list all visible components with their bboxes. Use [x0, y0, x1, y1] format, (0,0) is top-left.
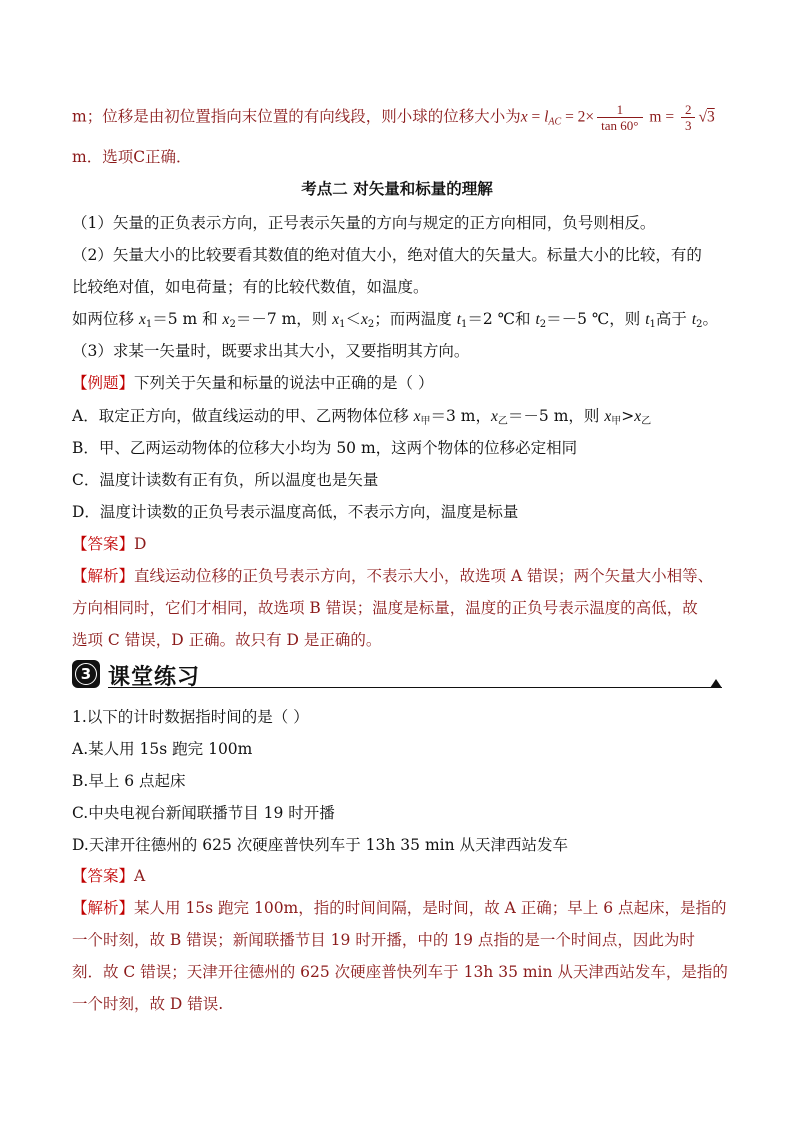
paragraph-2b: 比较绝对值，如电荷量；有的比较代数值，如温度。 [72, 278, 429, 296]
paragraph-1: （1）矢量的正负表示方向，正号表示矢量的方向与规定的正方向相同，负号则相反。 [72, 214, 656, 232]
example-analysis-3: 选项 C 错误，D 正确。故只有 D 是正确的。 [72, 631, 382, 649]
math-sub-ac: AC [548, 116, 562, 128]
solution-line-2: m．选项C正确． [72, 148, 192, 166]
paragraph-3: 如两位移 $x_1=5$ m 和 $x_2=-7$ m，则 $x_1<x_2$；而两温度 $t_1=2$ ℃和 $t_2=-5$ ℃，则 $t_1$高于 $t_2$。 [72, 310, 719, 330]
solution-text: m；位移是由初位置指向末位置的有向线段，则小球的位移大小为 [72, 107, 521, 126]
practice-option-a: A.某人用 15s 跑完 100m [72, 740, 253, 758]
example-analysis-1: 【解析】直线运动位移的正负号表示方向，不表示大小，故选项 A 错误；两个矢量大小相等、 [72, 567, 714, 585]
math-eq2: = 2× [561, 108, 595, 126]
answer-tag: 【答案】 [72, 535, 135, 553]
sqrt-value: 3 [706, 108, 715, 126]
practice-analysis-2: 一个时刻，故 B 错误；新闻联播节目 19 时开播，中的 19 点指的是一个时间点，因此为时 [72, 931, 695, 949]
paragraph-2a: （2）矢量大小的比较要看其数值的绝对值大小，绝对值大的矢量大。标量大小的比较，有的 [72, 246, 702, 264]
example-analysis-2: 方向相同时，它们才相同，故选项 B 错误；温度是标量，温度的正负号表示温度的高低，故 [72, 599, 698, 617]
section-number-badge: 3 [72, 660, 100, 688]
example-tag: 【例题】 [72, 374, 135, 392]
example-question: 【例题】下列关于矢量和标量的说法中正确的是（ ） [72, 374, 434, 392]
section-divider [108, 687, 722, 688]
triangle-marker-icon [710, 679, 722, 688]
example-option-c: C．温度计读数有正有负，所以温度也是矢量 [72, 471, 379, 489]
practice-option-c: C.中央电视台新闻联播节目 19 时开播 [72, 804, 335, 822]
practice-option-d: D.天津开往德州的 625 次硬座普快列车于 13h 35 min 从天津西站发车 [72, 836, 569, 854]
analysis-tag: 【解析】 [72, 567, 135, 585]
practice-analysis-4: 一个时刻，故 D 错误. [72, 995, 224, 1013]
section-header-practice [72, 658, 722, 692]
example-option-b: B．甲、乙两运动物体的位移大小均为 50 m，这两个物体的位移必定相同 [72, 439, 578, 457]
solution-line-1 [72, 102, 715, 133]
section-title-kaodian: 考点二 对矢量和标量的理解 [301, 179, 493, 198]
practice-analysis-3: 刻．故 C 错误；天津开往德州的 625 次硬座普快列车于 13h 35 min 从天津西站发车，是指的 [72, 963, 728, 981]
paragraph-4: （3）求某一矢量时，既要求出其大小，又要指明其方向。 [72, 342, 470, 360]
practice-analysis-1: 【解析】某人用 15s 跑完 100m，指的时间间隔，是时间，故 A 正确；早上 6 点起床，是指的 [72, 899, 727, 917]
fraction-2-over-3: $\frac{2}{3}$ [681, 102, 696, 133]
math-m: m = [645, 108, 678, 126]
fraction-1-over-tan60: $\frac{1}{\tan 60^\circ}$ [597, 102, 642, 133]
example-option-a: A．取定正方向，做直线运动的甲、乙两物体位移 $x_甲=3$ m，$x_乙=-5$ m，则 $x_甲>x_乙$ [72, 407, 652, 427]
practice-answer: 【答案】A [72, 867, 146, 885]
sqrt-symbol: √ [698, 108, 707, 126]
example-option-d: D．温度计读数的正负号表示温度高低，不表示方向，温度是标量 [72, 503, 519, 521]
practice-option-b: B.早上 6 点起床 [72, 772, 186, 790]
math-l: l [544, 108, 549, 126]
section-title: 课堂练习 [108, 665, 201, 690]
math-eq: = [527, 108, 545, 126]
practice-question-1: 1.以下的计时数据指时间的是（ ） [72, 708, 309, 726]
example-answer: 【答案】D [72, 535, 147, 553]
math-x: x [520, 108, 528, 126]
